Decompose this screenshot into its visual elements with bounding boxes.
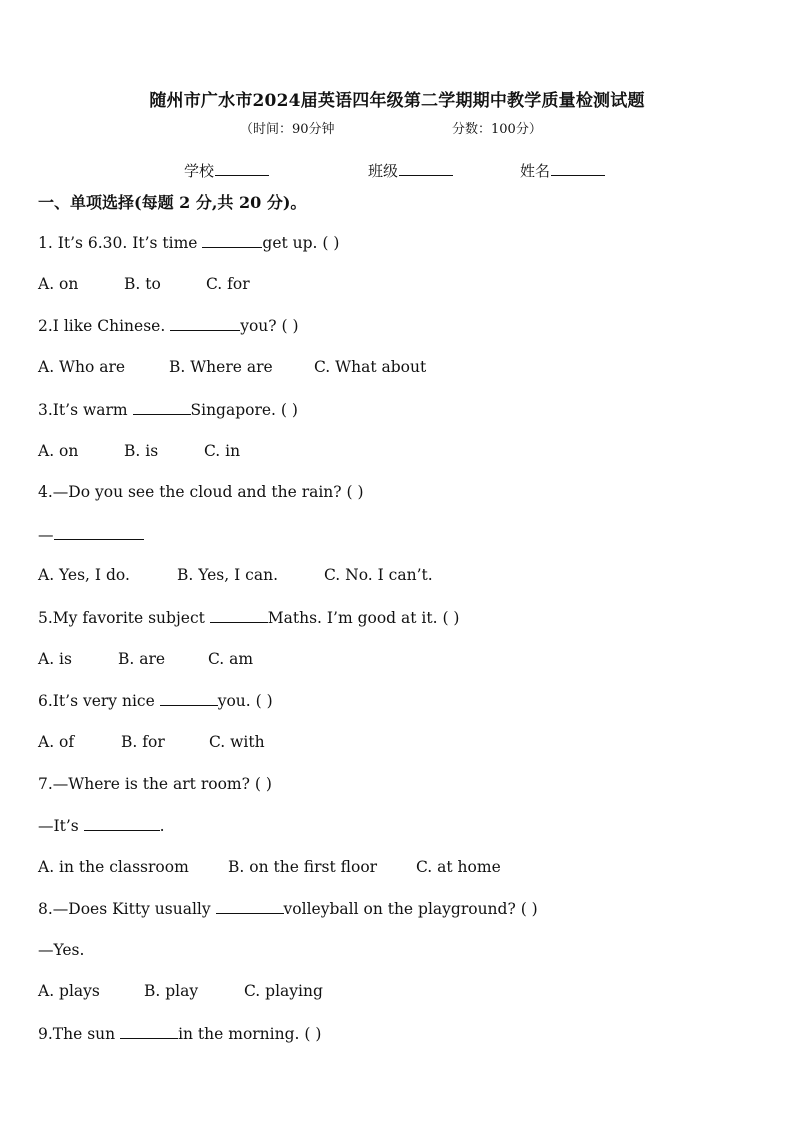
question-5-blank[interactable] bbox=[210, 608, 268, 623]
exam-time: （时间：90分钟 bbox=[240, 122, 335, 137]
exam-score: 分数：100分） bbox=[452, 122, 542, 137]
question-8-answer: —Yes. bbox=[38, 941, 85, 959]
question-1-text-pre: 1. It’s 6.30. It’s time bbox=[38, 234, 203, 252]
question-2-options bbox=[38, 358, 426, 376]
question-5-option-b[interactable]: B. are bbox=[118, 650, 166, 668]
question-8 bbox=[38, 899, 538, 918]
question-5-text-post: Maths. I’m good at it. ( ) bbox=[267, 609, 460, 627]
question-3-option-a[interactable]: A. on bbox=[38, 442, 79, 460]
question-8-text-post: volleyball on the playground? ( ) bbox=[283, 900, 538, 918]
question-9-text-post: in the morning. ( ) bbox=[178, 1025, 322, 1043]
question-6-option-c[interactable]: C. with bbox=[209, 733, 265, 751]
class-label: 班级 bbox=[368, 162, 399, 180]
question-6 bbox=[38, 691, 273, 710]
question-7-answer-post: . bbox=[159, 817, 165, 835]
question-8-option-c[interactable]: C. playing bbox=[244, 982, 323, 1000]
question-8-option-a[interactable]: A. plays bbox=[38, 982, 100, 1000]
question-3-text-pre: 3.It’s warm bbox=[38, 401, 133, 419]
question-1-option-b[interactable]: B. to bbox=[124, 275, 161, 293]
question-5-options bbox=[38, 650, 253, 668]
question-7 bbox=[38, 775, 272, 793]
question-4-option-b[interactable]: B. Yes, I can. bbox=[177, 566, 278, 584]
name-label: 姓名 bbox=[520, 162, 551, 180]
question-4-answer-prefix: — bbox=[38, 526, 54, 544]
question-2-text-post: you? ( ) bbox=[240, 317, 299, 335]
question-4 bbox=[38, 483, 364, 501]
section-title: 一、单项选择(每题 2 分,共 20 分)。 bbox=[38, 193, 307, 212]
question-5-option-a[interactable]: A. is bbox=[38, 650, 72, 668]
question-5-option-c[interactable]: C. am bbox=[208, 650, 254, 668]
question-2-option-c[interactable]: C. What about bbox=[314, 358, 427, 376]
question-3-text-post: Singapore. ( ) bbox=[190, 401, 298, 419]
question-1 bbox=[38, 233, 339, 252]
question-2 bbox=[38, 316, 299, 335]
question-2-option-b[interactable]: B. Where are bbox=[169, 358, 273, 376]
question-6-option-b[interactable]: B. for bbox=[121, 733, 165, 751]
question-8-text-pre: 8.—Does Kitty usually bbox=[38, 900, 216, 918]
question-9-blank[interactable] bbox=[120, 1024, 178, 1039]
question-7-answer-pre: —It’s bbox=[38, 817, 84, 835]
name-blank[interactable] bbox=[551, 161, 605, 176]
class-blank[interactable] bbox=[399, 161, 453, 176]
question-7-answer-line bbox=[38, 816, 165, 835]
question-4-option-a[interactable]: A. Yes, I do. bbox=[38, 566, 130, 584]
question-7-option-c[interactable]: C. at home bbox=[416, 858, 501, 876]
question-7-blank[interactable] bbox=[84, 816, 160, 831]
question-4-blank[interactable] bbox=[54, 525, 144, 540]
question-3-option-c[interactable]: C. in bbox=[204, 442, 241, 460]
question-6-options bbox=[38, 733, 265, 751]
question-4-text: 4.—Do you see the cloud and the rain? ( ) bbox=[38, 483, 364, 501]
question-6-text-pre: 6.It’s very nice bbox=[38, 692, 160, 710]
question-8-option-b[interactable]: B. play bbox=[144, 982, 199, 1000]
name-field bbox=[520, 160, 605, 181]
question-8-answer-line bbox=[38, 941, 84, 959]
school-field bbox=[184, 160, 269, 181]
school-label: 学校 bbox=[184, 162, 215, 180]
question-8-blank[interactable] bbox=[216, 899, 284, 914]
question-8-options bbox=[38, 982, 323, 1000]
question-6-blank[interactable] bbox=[160, 691, 218, 706]
question-2-blank[interactable] bbox=[170, 316, 240, 331]
question-9-text-pre: 9.The sun bbox=[38, 1025, 121, 1043]
question-3-options bbox=[38, 442, 240, 460]
question-7-options bbox=[38, 858, 501, 876]
question-1-option-a[interactable]: A. on bbox=[38, 275, 79, 293]
question-1-options bbox=[38, 275, 250, 293]
question-7-text: 7.—Where is the art room? ( ) bbox=[38, 775, 272, 793]
question-2-text-pre: 2.I like Chinese. bbox=[38, 317, 171, 335]
question-2-option-a[interactable]: A. Who are bbox=[38, 358, 126, 376]
question-1-blank[interactable] bbox=[202, 233, 262, 248]
question-6-text-post: you. ( ) bbox=[217, 692, 273, 710]
exam-title: 随州市广水市2024届英语四年级第二学期期中教学质量检测试题 bbox=[149, 91, 645, 111]
question-4-answer-line bbox=[38, 525, 144, 544]
question-1-option-c[interactable]: C. for bbox=[206, 275, 250, 293]
question-4-option-c[interactable]: C. No. I can’t. bbox=[324, 566, 433, 584]
question-1-text-post: get up. ( ) bbox=[262, 234, 340, 252]
question-3-blank[interactable] bbox=[133, 400, 191, 415]
school-blank[interactable] bbox=[215, 161, 269, 176]
question-7-option-a[interactable]: A. in the classroom bbox=[38, 858, 189, 876]
question-9 bbox=[38, 1024, 321, 1043]
question-5-text-pre: 5.My favorite subject bbox=[38, 609, 210, 627]
question-5 bbox=[38, 608, 459, 627]
question-4-options bbox=[38, 566, 433, 584]
question-7-option-b[interactable]: B. on the first floor bbox=[228, 858, 378, 876]
class-field bbox=[368, 160, 453, 181]
question-6-option-a[interactable]: A. of bbox=[38, 733, 75, 751]
question-3-option-b[interactable]: B. is bbox=[124, 442, 159, 460]
question-3 bbox=[38, 400, 298, 419]
